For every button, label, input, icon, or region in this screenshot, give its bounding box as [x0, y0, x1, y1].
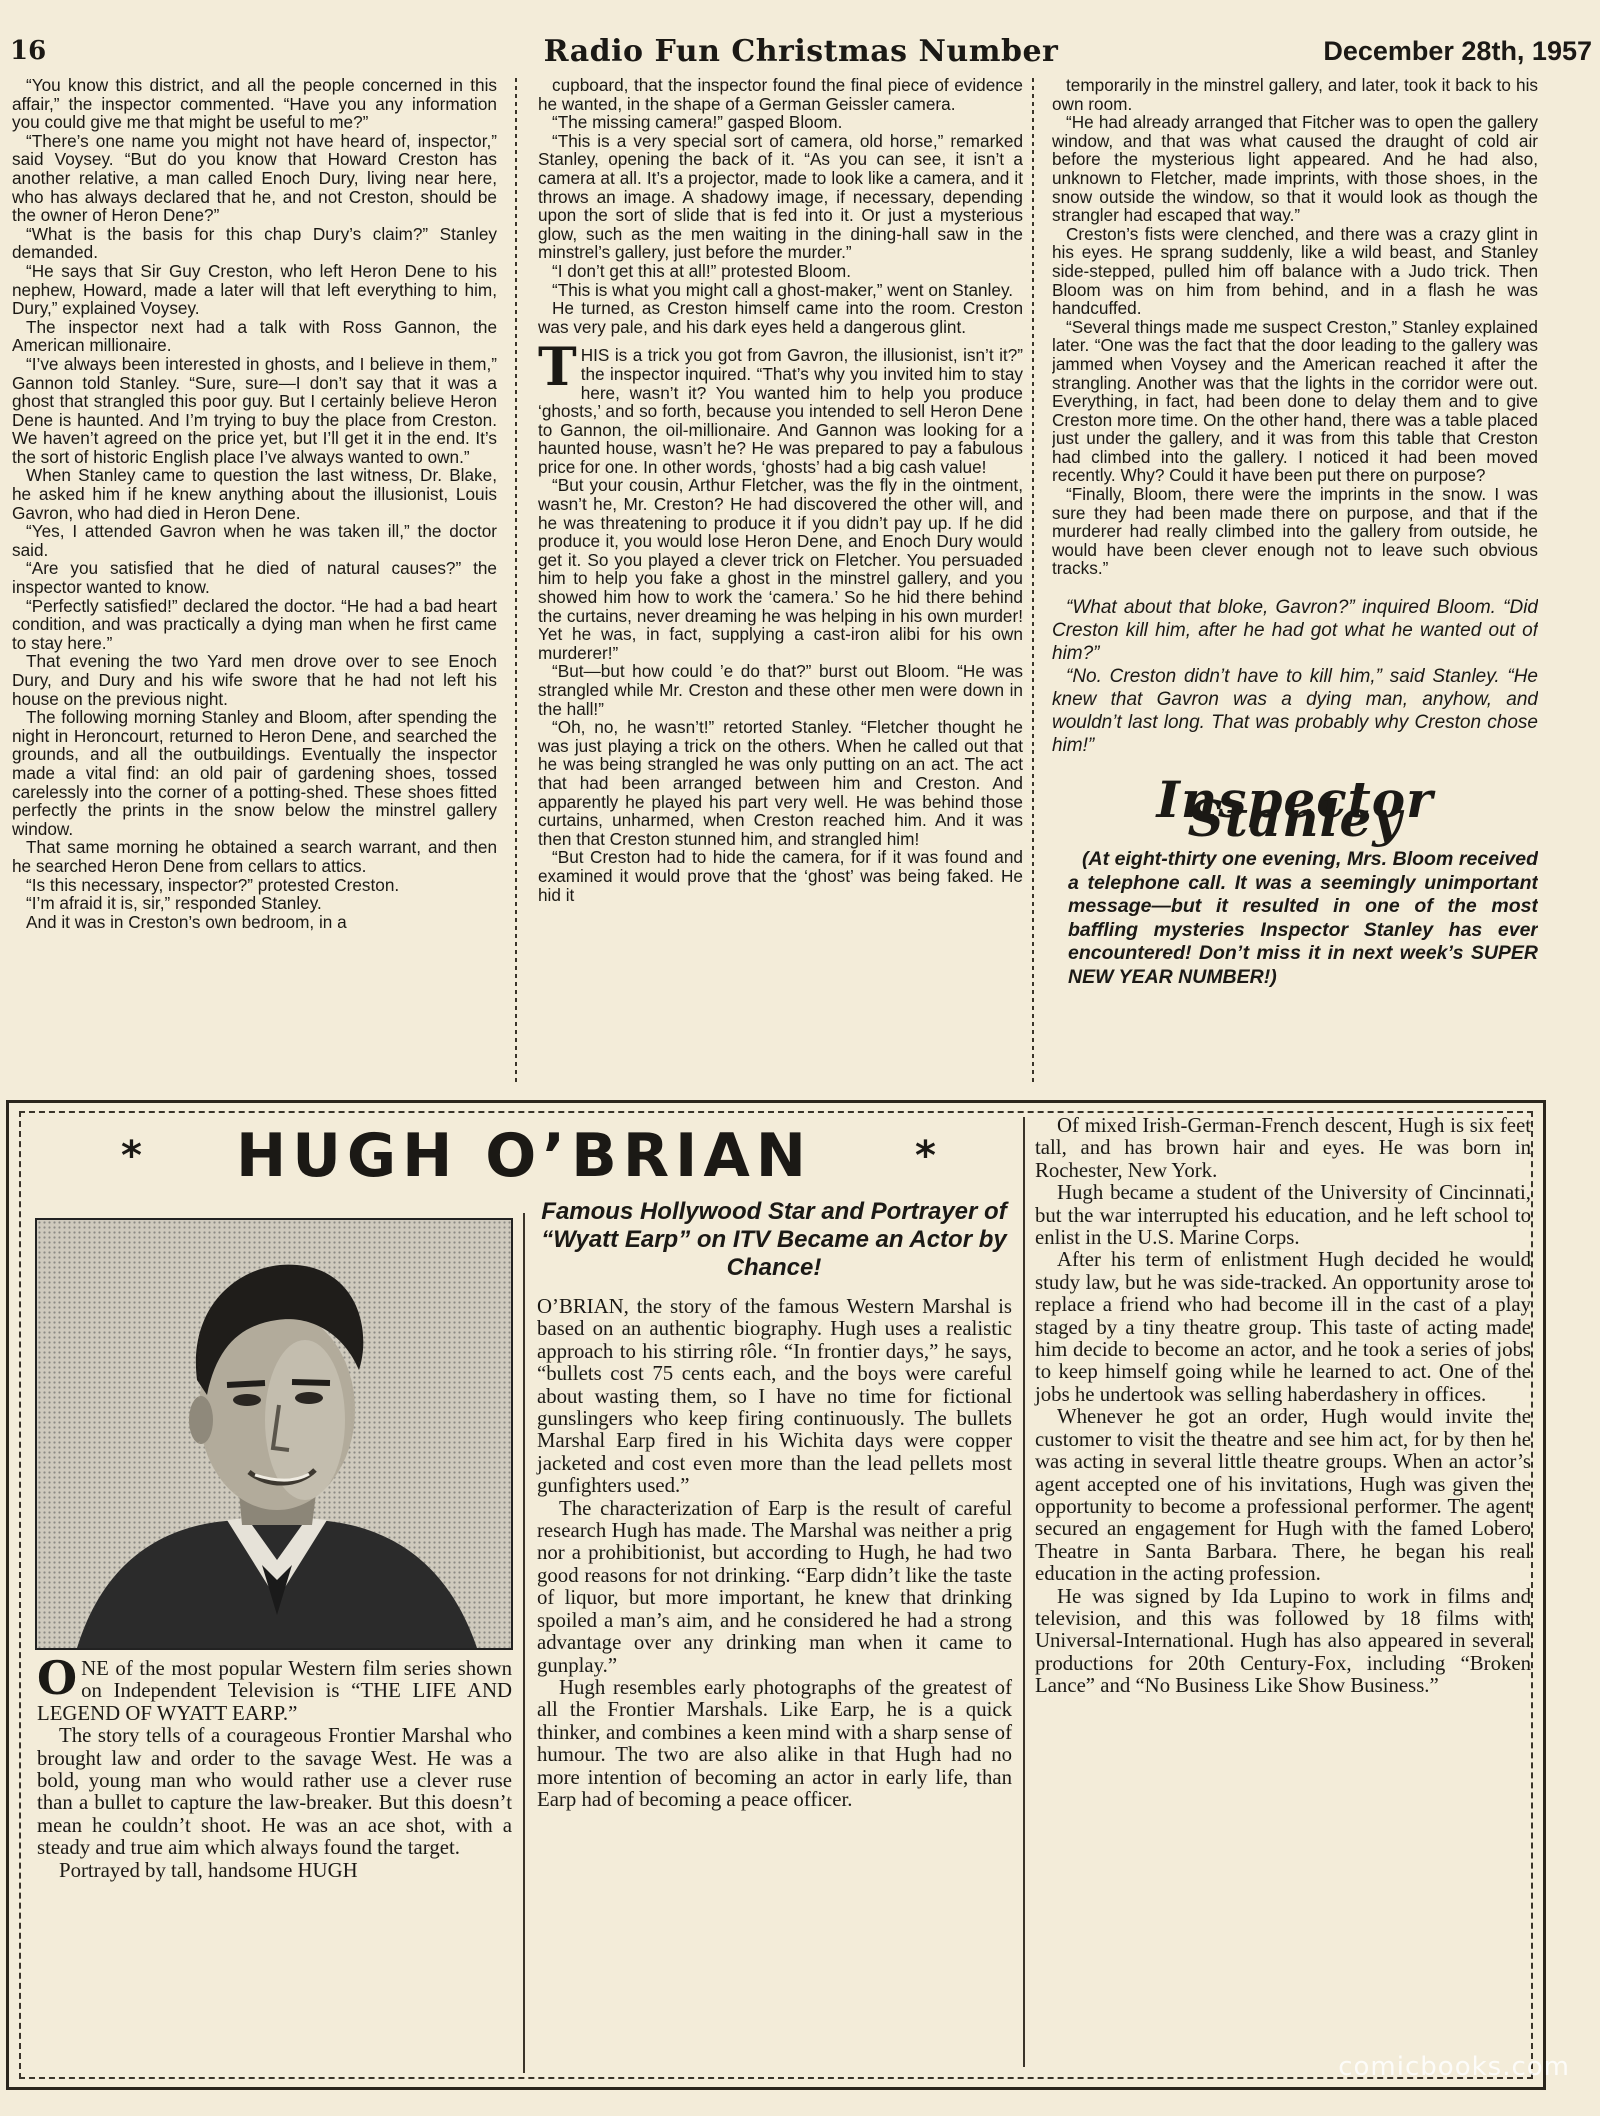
paragraph: cupboard, that the inspector found the final piece of evidence he wanted, in the shape of a German Geissler camera.: [538, 76, 1023, 114]
paragraph: Hugh resembles early photographs of the greatest of all the Frontier Marshals. Like Earp, he is a quick thinker, and combines a keen mind with a sharp sense of humour. The two are also alike in that Hugh had no more intention of becoming an actor in early life, than Earp had of becoming a peace officer.: [537, 1675, 1012, 1811]
paragraph: “Are you satisfied that he died of natural causes?” the inspector wanted to know.: [12, 558, 497, 598]
paragraph: “Is this necessary, inspector?” protested Creston.: [26, 874, 400, 895]
paragraph: That same morning he obtained a search warrant, and then he searched Heron Dene from cellars to attics.: [12, 837, 497, 876]
paragraph: “This is what you might call a ghost-maker,” went on Stanley.: [552, 279, 1014, 300]
paragraph: “This is a very special sort of camera, old horse,” remarked Stanley, opening the back of it. “As you can see, it isn’t a camera at all. It’s a projector, made to look like a camera, and it throws an image. A shadowy image, if necessary, depending upon the sort of slide that is fed into it. Or just a mysterious glow, such as the men waiting in the dining-hall saw in the minstrel’s gallery, just before the murder.”: [538, 130, 1023, 263]
paragraph: “Perfectly satisfied!” declared the doctor. “He had a bad heart condition, and was practically a dying man when he first came to stay here.”: [12, 595, 497, 653]
paragraph: “What about that bloke, Gavron?” inquired Bloom. “Did Creston kill him, after he had got what he wanted out of him?”: [1052, 597, 1538, 665]
feature-headline: HUGH O’BRIAN: [236, 1121, 812, 1191]
site-watermark: comicbooks.com: [1338, 2052, 1570, 2082]
column-divider: [515, 78, 517, 1083]
paragraph: “You know this district, and all the people concerned in this affair,” the inspector commented. “Have you any information you could give me that might be useful to me?”: [12, 76, 497, 133]
story-column-1: [12, 76, 497, 1086]
star-ornament-right: *: [915, 1133, 936, 1179]
drop-cap: O: [37, 1651, 78, 1705]
paragraph: He was signed by Ida Lupino to work in films and television, and this was followed by 18 films with Universal-International. Hugh has also appeared in several productions for 20th Century-Fox, including “Broken Lance” and “No Business Like Show Business.”: [1035, 1584, 1531, 1698]
paragraph: The characterization of Earp is the result of careful research Hugh has made. The Marshal was neither a prig nor a prohibitionist, but according to Hugh, he had two good reasons for not drinking. “Earp didn’t like the taste of liquor, but more important, he knew that drinking spoiled a man’s aim, and he considered he had a strong advantage over any drinking man when it came to gunplay.”: [537, 1496, 1012, 1677]
paragraph: The following morning Stanley and Bloom, after spending the night in Heroncourt, returned to Heron Dene, and searched the grounds, and all the outbuildings. Eventually the inspector made a vital find: an old pair of gardening shoes, tossed carelessly into the corner of a potting-shed. These shoes fitted perfectly the prints in the snow below the minstrel gallery window.: [12, 707, 497, 839]
paragraph: “Finally, Bloom, there were the imprints in the snow. I was sure they had been made there on purpose, and that if the murderer had really climbed into the gallery from outside, he would have been clever enough not to leave such obvious tracks.”: [1052, 484, 1538, 579]
paragraph: He turned, as Creston himself came into the room. Creston was very pale, and his dark eyes held a dangerous glint.: [538, 298, 1023, 337]
paragraph: Whenever he got an order, Hugh would invite the customer to visit the theatre and see him act, for by then he was acting in several little theatre groups. When an actor’s agent accepted one of his invitations, Hugh was given the opportunity to become a professional performer. The agent secured an engagement for Hugh with the famed Lobero Theatre in Santa Barbara. There, he began his real education in the acting profession.: [1035, 1405, 1531, 1586]
paragraph: “No. Creston didn’t have to kill him,” said Stanley. “He knew that Gavron was a dying man, anyhow, and wouldn’t last long. That was probably why Creston chose him!”: [1052, 666, 1538, 757]
publication-title: Radio Fun Christmas Number: [543, 34, 1059, 69]
feature-column-3: [1035, 1115, 1531, 1698]
paragraph: [37, 1651, 512, 1725]
paragraph: When Stanley came to question the last witness, Dr. Blake, he asked him if he knew anything about the illusionist, Louis Gavron, who had died in Heron Dene.: [12, 465, 497, 523]
paragraph: “But—but how could ’e do that?” burst out Bloom. “He was strangled while Mr. Creston and these other men were down in the hall!”: [538, 661, 1023, 719]
paragraph: “He had already arranged that Fitcher was to open the gallery window, and that was what caused the draught of cold air before the mysterious light appeared. And he had also, unknown to Fletcher, made imprints, with those shoes, in the snow outside the window, so that it would look as though the strangler had escaped that way.”: [1052, 112, 1538, 226]
paragraph: “I don’t get this at all!” protested Bloom.: [552, 260, 852, 281]
paragraph: The story tells of a courageous Frontier Marshal who brought law and order to the savage West. He was a bold, young man who would rather use a clever ruse than a bullet to capture the law-breaker. But this doesn’t mean he couldn’t shoot. He was an ace shot, with a steady and true aim which always found the target.: [37, 1724, 512, 1860]
page-number: 16: [10, 36, 47, 66]
paragraph: “There’s one name you might not have heard of, inspector,” said Voysey. “But do you know that Howard Creston has another relative, a man called Enoch Dury, living near here, who has always declared that he, and not Creston, should be the owner of Heron Dene?”: [12, 130, 497, 226]
portrait-illustration: [37, 1220, 511, 1648]
feature-column-2: [537, 1296, 1012, 1811]
feature-box: [6, 1100, 1546, 2090]
paragraph: After his term of enlistment Hugh decided he would study law, but he was side-tracked. An opportunity arose to replace a friend who had become ill in the cast of a play staged by a tiny theatre group. This taste of acting made him decide to become an actor, and he took a series of jobs to keep himself going while he learned to act. One of the jobs he undertook was selling haberdashery in offices.: [1035, 1248, 1531, 1406]
paragraph: “He says that Sir Guy Creston, who left Heron Dene to his nephew, Howard, made a later will that left everything to him, Dury,” explained Voysey.: [12, 260, 497, 319]
paragraph: [538, 337, 1023, 477]
paragraph: “But your cousin, Arthur Fletcher, was the fly in the ointment, wasn’t he, Mr. Creston? He had discovered the other will, and he was threatening to produce it if you didn’t pay up. If he did produce it, you would lose Heron Dene, and Enoch Dury would get it. So you played a clever trick on Fletcher. You persuaded him to help you fake a ghost in the minstrel gallery, and you showed him how to work the ‘camera.’ So he hid there behind the curtains, never dreaming he was helping in his own murder! Yet he was, in fact, supplying a cast-iron alibi for his own murderer!”: [538, 475, 1023, 663]
drop-cap: T: [538, 337, 577, 399]
paragraph: That evening the two Yard men drove over to see Enoch Dury, and Dury and his wife swore that he had not left his house on the previous night.: [12, 651, 497, 709]
column-divider: [523, 1213, 525, 2073]
paragraph: temporarily in the minstrel gallery, and later, took it back to his own room.: [1052, 76, 1538, 114]
paragraph: Of mixed Irish-German-French descent, Hugh is six feet tall, and has brown hair and eyes. He was born in Rochester, New York.: [1035, 1114, 1531, 1182]
feature-column-1: [37, 1651, 512, 1882]
paragraph: “But Creston had to hide the camera, for if it was found and examined it would prove that the ‘ghost’ was being faked. He hid it: [538, 847, 1023, 905]
paragraph: Hugh became a student of the University of Cincinnati, but the war interrupted his education, and he left school to enlist in the U.S. Marine Corps.: [1035, 1181, 1531, 1250]
paragraph: “Yes, I attended Gavron when he was taken ill,” the doctor said.: [12, 521, 497, 560]
story-column-3: [1052, 76, 1538, 1086]
star-ornament-left: *: [121, 1133, 142, 1179]
paragraph: Creston’s fists were clenched, and there was a crazy glint in his eyes. He sprang suddenly, like a wild beast, and Stanley side-stepped, pulled him off balance with a Judo trick. Then Bloom was on him from behind, and in a flash he was handcuffed.: [1052, 223, 1538, 319]
story-teaser: [1052, 596, 1538, 757]
column-divider: [1023, 1117, 1025, 2067]
paragraph: Portrayed by tall, handsome HUGH: [59, 1858, 358, 1882]
paragraph-text: HIS is a trick you got from Gavron, the illusionist, isn’t it?” the inspector inquired. “That’s why you invited him to stay here, wasn’t it? You wanted him to help you produce ‘ghosts,’ and so forth, because you intended to sell Heron Dene to Gannon, the oil-millionaire. And Gannon was looking for a haunted house, wasn’t he? He was prepared to pay a fabulous price for one. In other words, ‘ghosts’ had a big cash value!: [538, 345, 1023, 477]
issue-date: December 28th, 1957: [1323, 36, 1592, 66]
paragraph: The inspector next had a talk with Ross Gannon, the American millionaire.: [12, 316, 497, 356]
paragraph-text: NE of the most popular Western film series shown on Independent Television is “THE LIFE AND LEGEND OF WYATT EARP.”: [37, 1657, 512, 1725]
paragraph: O’BRIAN, the story of the famous Western Marshal is based on an authentic biography. Hugh uses a realistic approach to his stirring rôle. “In frontier days,” he says, “bullets cost 75 cents each, and the boys were careful about wasting them, so I have no time for fictional gunslingers who keep firing continuously. The bullets Marshal Earp fired in his Wichita days were copper jacketed and cost even more than the lead pellets most gunfighters used.”: [537, 1295, 1012, 1498]
paragraph: And it was in Creston’s own bedroom, in a: [26, 911, 347, 932]
page-header: [10, 34, 1592, 70]
next-week-note: (At eight-thirty one evening, Mrs. Bloom received a telephone call. It was a seemingly unimportant message—but it resulted in one of the most baffling mysteries Inspector Stanley has ever encountered! Don’t miss it in next week’s SUPER NEW YEAR NUMBER!): [1068, 848, 1538, 988]
paragraph: “I’ve always been interested in ghosts, and I believe in them,” Gannon told Stanley. “Sure, sure—I don’t say that it was a ghost that strangled this poor guy. But I certainly believe Heron Dene is haunted. And I’m trying to buy the place from Creston. We haven’t agreed on the price yet, but I’ll get it in the end. It’s the sort of historic English place I’ve always wanted to own.”: [12, 353, 497, 467]
story-column-2: [538, 76, 1023, 1086]
paragraph: “Oh, no, he wasn’t!” retorted Stanley. “Fletcher thought he was just playing a trick on the others. When he called out that he was being strangled he was only putting on an act. The act that had been arranged between him and Creston. And apparently he played his part very well. He was behind those curtains, unharmed, when Creston reached him. And it was then that Creston stunned him, and strangled him!: [538, 717, 1023, 849]
column-divider: [1032, 78, 1034, 1083]
paragraph: “I’m afraid it is, sir,” responded Stanley.: [26, 893, 322, 914]
signature-title: Inspector Stanley: [1156, 770, 1434, 848]
paragraph: “Several things made me suspect Creston,” Stanley explained later. “One was the fact that the door leading to the gallery was jammed when Voysey and the American reached it after the strangling. Another was that the lights in the corridor were out. Everything, in fact, had been done to delay them and to give Creston more time. On the other hand, there was a table placed just under the gallery, and it was from this table that Creston had climbed into the gallery. I noticed it had been moved recently. Why? Could it have been put there on purpose?: [1052, 316, 1538, 486]
paragraph: “What is the basis for this chap Dury’s claim?” Stanley demanded.: [12, 223, 497, 263]
portrait-photo: [35, 1218, 513, 1650]
feature-subheading: Famous Hollywood Star and Portrayer of “Wyatt Earp” on ITV Became an Actor by Chance!: [541, 1198, 1007, 1281]
paragraph: “The missing camera!” gasped Bloom.: [552, 112, 843, 133]
